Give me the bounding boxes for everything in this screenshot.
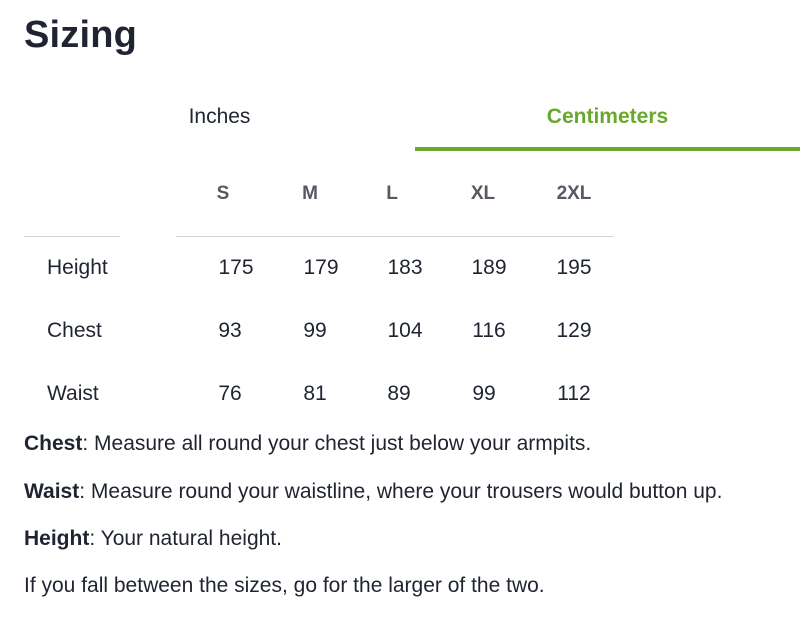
table-cell: 81	[303, 382, 327, 405]
size-header-xl: XL	[470, 183, 496, 204]
table-cell: 179	[303, 256, 339, 279]
note-waist-term: Waist	[24, 480, 80, 503]
note-size-tip: If you fall between the sizes, go for the larger of the two.	[24, 574, 545, 597]
table-cell: 175	[218, 256, 254, 279]
tab-centimeters-label: Centimeters	[546, 105, 669, 128]
table-cell: 76	[218, 382, 242, 405]
note-chest-term: Chest	[24, 432, 83, 455]
size-header-s: S	[216, 183, 230, 204]
table-cell: 112	[557, 382, 591, 405]
active-tab-underline	[415, 147, 800, 151]
note-height	[24, 527, 282, 551]
tab-centimeters[interactable]	[415, 95, 800, 153]
row-label-waist: Waist	[47, 382, 99, 405]
table-cell: 89	[387, 382, 411, 405]
table-cell: 104	[387, 319, 423, 342]
row-label-height: Height	[47, 256, 108, 279]
table-cell: 195	[556, 256, 592, 279]
note-waist-text: : Measure round your waistline, where your trousers would button up.	[79, 480, 723, 503]
table-cell: 189	[471, 256, 507, 279]
unit-tabs	[24, 95, 800, 153]
note-height-text: : Your natural height.	[89, 527, 282, 550]
size-header-m: M	[302, 183, 318, 204]
page-title: Sizing	[24, 14, 138, 56]
table-cell: 93	[218, 319, 242, 342]
note-chest	[24, 432, 591, 456]
size-header-l: L	[386, 183, 398, 204]
tab-inches[interactable]: Inches	[188, 105, 251, 128]
note-height-term: Height	[24, 527, 90, 550]
table-cell: 99	[472, 382, 496, 405]
size-header-2xl: 2XL	[556, 183, 592, 204]
table-cell: 116	[472, 319, 506, 342]
note-chest-text: : Measure all round your chest just below your armpits.	[82, 432, 592, 455]
table-cell: 183	[387, 256, 423, 279]
table-cell: 99	[303, 319, 327, 342]
note-waist	[24, 480, 722, 504]
header-divider-left	[24, 236, 120, 237]
table-cell: 129	[556, 319, 592, 342]
row-label-chest: Chest	[47, 319, 102, 342]
header-divider	[176, 236, 614, 237]
